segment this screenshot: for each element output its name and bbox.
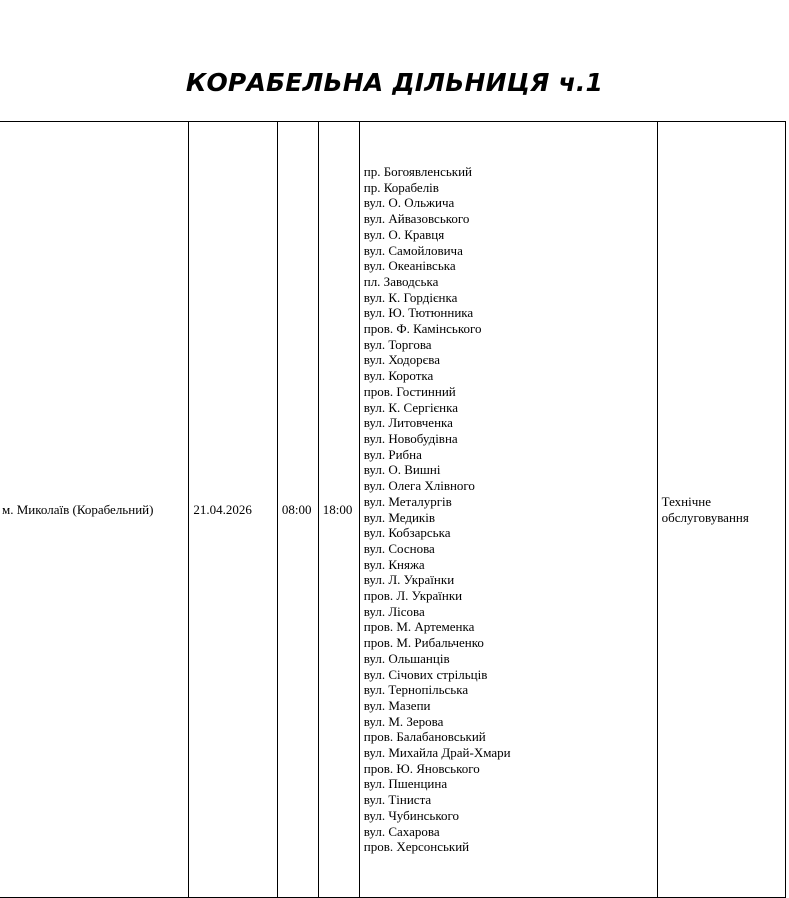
street-item: вул. Січових стрільців bbox=[363, 666, 488, 682]
street-item: вул. Ольшанців bbox=[363, 650, 450, 666]
street-item: пл. Заводська bbox=[363, 273, 439, 289]
street-item: вул. К. Сергієнка bbox=[363, 399, 458, 415]
street-item: вул. Ю. Тютюнника bbox=[363, 305, 474, 321]
outage-schedule-table bbox=[0, 121, 786, 898]
date-cell: 21.04.2026 bbox=[189, 122, 278, 898]
street-item: пров. Ю. Яновського bbox=[363, 760, 480, 776]
street-item: вул. Пшенцина bbox=[363, 776, 448, 792]
street-item: пров. Л. Українки bbox=[363, 588, 463, 604]
street-item: вул. Тернопільська bbox=[363, 682, 469, 698]
street-item: вул. О. Вишні bbox=[363, 462, 441, 478]
street-item: вул. Лісова bbox=[363, 603, 425, 619]
street-item: вул. Океанівська bbox=[363, 258, 456, 274]
street-item: вул. М. Зерова bbox=[363, 713, 444, 729]
street-item: вул. Литовченка bbox=[363, 415, 453, 431]
street-item: вул. О. Кравця bbox=[363, 226, 445, 242]
street-item: вул. Чубинського bbox=[363, 807, 460, 823]
reason-line-1: Технічне bbox=[661, 493, 712, 509]
street-item: пров. Херсонський bbox=[363, 839, 470, 855]
street-item: вул. Михайла Драй-Хмари bbox=[363, 745, 511, 761]
street-item: вул. Олега Хлівного bbox=[363, 478, 475, 494]
page-title: КОРАБЕЛЬНА ДІЛЬНИЦЯ ч.1 bbox=[185, 68, 604, 97]
street-item: пров. М. Рибальченко bbox=[363, 635, 484, 651]
streets-cell bbox=[359, 122, 657, 898]
street-item: вул. Кобзарська bbox=[363, 525, 451, 541]
street-item: вул. Соснова bbox=[363, 540, 435, 556]
street-item: пров. Балабановський bbox=[363, 729, 486, 745]
street-item: пров. М. Артеменка bbox=[363, 619, 475, 635]
street-list bbox=[364, 164, 653, 855]
table-row bbox=[0, 122, 786, 898]
street-item: вул. К. Гордієнка bbox=[363, 289, 458, 305]
street-item: вул. Тіниста bbox=[363, 792, 432, 808]
street-item: вул. Айвазовського bbox=[363, 211, 470, 227]
street-item: вул. Рибна bbox=[363, 446, 422, 462]
street-item: вул. Новобудівна bbox=[363, 430, 458, 446]
street-item: вул. Мазепи bbox=[363, 697, 431, 713]
street-item: вул. Коротка bbox=[363, 368, 434, 384]
street-item: вул. Сахарова bbox=[363, 823, 440, 839]
street-item: пр. Корабелів bbox=[363, 179, 439, 195]
street-item: вул. Самойловича bbox=[363, 242, 463, 258]
reason-cell bbox=[657, 122, 785, 898]
street-item: пров. Гостинний bbox=[363, 383, 456, 399]
end-time-cell: 18:00 bbox=[318, 122, 359, 898]
street-item: вул. Торгова bbox=[363, 336, 432, 352]
street-item: вул. Металургів bbox=[363, 493, 452, 509]
street-item: вул. О. Ольжича bbox=[363, 195, 455, 211]
start-time-cell: 08:00 bbox=[277, 122, 318, 898]
street-item: пров. Ф. Камінського bbox=[363, 321, 482, 337]
street-item: вул. Л. Українки bbox=[363, 572, 455, 588]
street-item: пр. Богоявленський bbox=[363, 164, 473, 180]
street-item: вул. Медиків bbox=[363, 509, 435, 525]
settlement-cell: м. Миколаїв (Корабельний) bbox=[0, 122, 189, 898]
reason-line-2: обслуговування bbox=[661, 509, 749, 525]
street-item: вул. Княжа bbox=[363, 556, 425, 572]
street-item: вул. Ходорєва bbox=[363, 352, 440, 368]
